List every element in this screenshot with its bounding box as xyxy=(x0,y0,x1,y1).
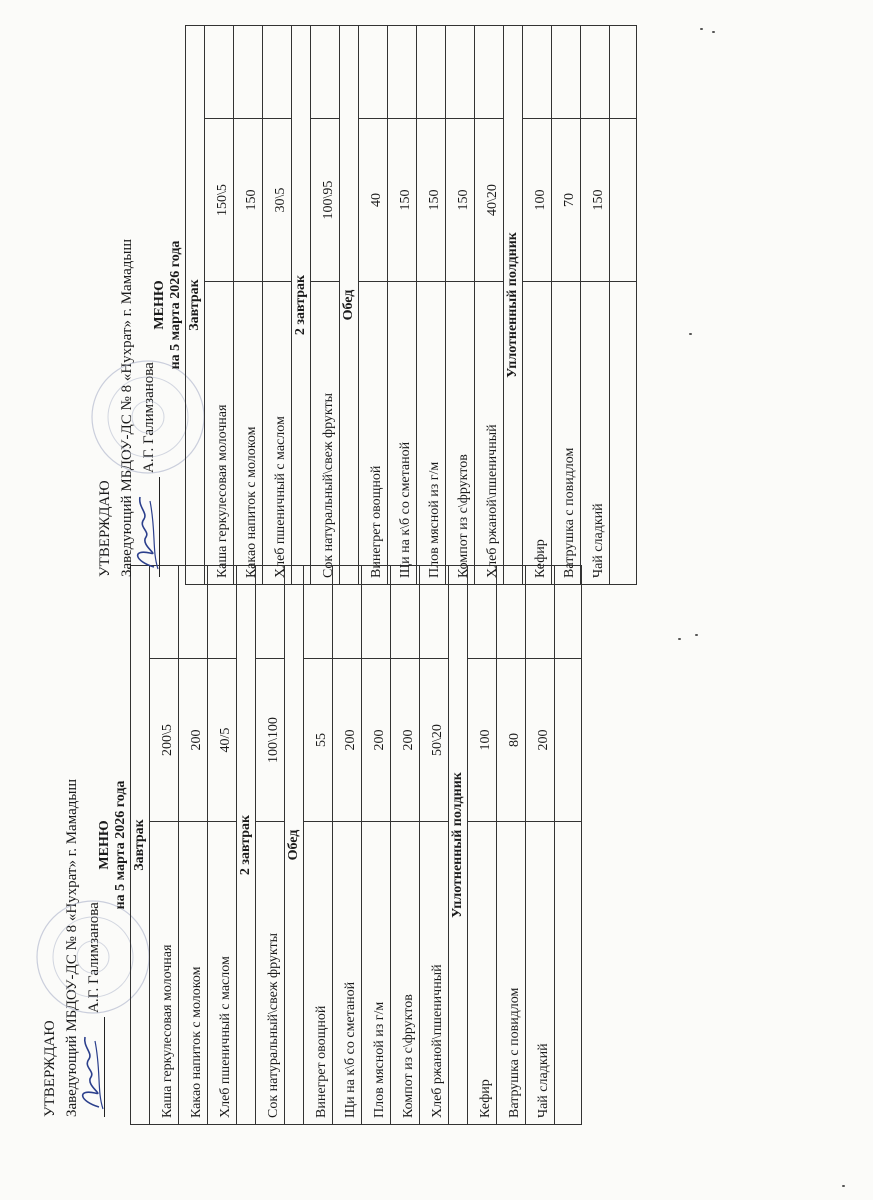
empty-cell xyxy=(581,26,610,119)
empty-cell xyxy=(555,659,582,822)
empty-cell xyxy=(234,26,263,119)
approve-label: УТВЕРЖДАЮ xyxy=(42,1020,58,1117)
empty-cell xyxy=(523,26,552,119)
dish-name: Какао напиток с молоком xyxy=(234,282,263,585)
empty-cell xyxy=(555,822,582,1125)
dish-amount: 150 xyxy=(234,119,263,282)
table-row xyxy=(263,26,292,585)
empty-cell xyxy=(359,26,388,119)
dish-amount: 200 xyxy=(526,659,555,822)
dish-name: Винегрет овощной xyxy=(359,282,388,585)
dish-name: Сок натуральный\свеж фрукты xyxy=(311,282,340,585)
scan-speck xyxy=(678,638,681,640)
section-label: 2 завтрак xyxy=(292,26,311,585)
table-row xyxy=(359,26,388,585)
table-row xyxy=(311,26,340,585)
menu-sheet-left xyxy=(35,565,551,1125)
menu-date: на 5 марта 2026 года xyxy=(168,240,183,370)
dish-name: Компот из с\фруктов xyxy=(446,282,475,585)
table-row xyxy=(526,566,555,1125)
document-title-block xyxy=(97,565,129,1125)
dish-name: Каша геркулесовая молочная xyxy=(205,282,234,585)
dish-amount: 150\5 xyxy=(205,119,234,282)
table-row xyxy=(150,566,179,1125)
dish-name: Чай сладкий xyxy=(526,822,555,1125)
dish-amount: 100\95 xyxy=(311,119,340,282)
empty-cell xyxy=(205,26,234,119)
empty-cell xyxy=(610,119,637,282)
blank-row xyxy=(555,566,582,1125)
approver-position: Заведующий МБДОУ-ДС № 8 «Нухрат» г. Мамадыш xyxy=(64,778,80,1117)
dish-name: Ватрушка с повидлом xyxy=(497,822,526,1125)
table-row xyxy=(446,26,475,585)
section-row-second-breakfast xyxy=(292,26,311,585)
dish-amount: 200 xyxy=(362,659,391,822)
section-row-second-breakfast xyxy=(237,566,256,1125)
section-label: Обед xyxy=(340,26,359,585)
empty-cell xyxy=(311,26,340,119)
blank-row xyxy=(610,26,637,585)
dish-name: Кефир xyxy=(468,822,497,1125)
section-label: Завтрак xyxy=(131,566,150,1125)
dish-amount: 40/5 xyxy=(208,659,237,822)
dish-name: Каша геркулесовая молочная xyxy=(150,822,179,1125)
dish-amount: 200 xyxy=(179,659,208,822)
dish-name: Хлеб пшеничный с маслом xyxy=(263,282,292,585)
table-row xyxy=(391,566,420,1125)
table-row xyxy=(179,566,208,1125)
table-row xyxy=(304,566,333,1125)
table-row xyxy=(581,26,610,585)
section-row-snack xyxy=(449,566,468,1125)
table-row xyxy=(333,566,362,1125)
section-row-snack xyxy=(504,26,523,585)
table-row xyxy=(523,26,552,585)
empty-cell xyxy=(263,26,292,119)
dish-name: Ватрушка с повидлом xyxy=(552,282,581,585)
dish-amount: 150 xyxy=(446,119,475,282)
section-label: Обед xyxy=(285,566,304,1125)
dish-amount: 55 xyxy=(304,659,333,822)
approver-name: А.Г. Галимзанова xyxy=(141,362,157,473)
dish-amount: 100\100 xyxy=(256,659,285,822)
empty-cell xyxy=(417,26,446,119)
section-row-lunch xyxy=(285,566,304,1125)
dish-name: Хлеб пшеничный с маслом xyxy=(208,822,237,1125)
dish-name: Какао напиток с молоком xyxy=(179,822,208,1125)
approval-block xyxy=(39,779,105,1117)
scan-speck xyxy=(712,31,715,33)
section-label: Уплотненный полдник xyxy=(504,26,523,585)
dish-amount: 40 xyxy=(359,119,388,282)
scan-speck xyxy=(689,333,692,335)
table-row xyxy=(420,566,449,1125)
approval-block xyxy=(94,239,160,577)
dish-amount: 200 xyxy=(391,659,420,822)
scan-speck xyxy=(700,28,703,30)
dish-name: Кефир xyxy=(523,282,552,585)
dish-name: Плов мясной из г/м xyxy=(417,282,446,585)
empty-cell xyxy=(475,26,504,119)
dish-name: Компот из с\фруктов xyxy=(391,822,420,1125)
dish-amount: 150 xyxy=(417,119,446,282)
menu-table xyxy=(130,565,582,1125)
dish-amount: 30\5 xyxy=(263,119,292,282)
empty-cell xyxy=(388,26,417,119)
document-title: МЕНЮ xyxy=(152,280,167,330)
dish-amount: 80 xyxy=(497,659,526,822)
dish-amount: 150 xyxy=(388,119,417,282)
dish-amount: 150 xyxy=(581,119,610,282)
document-title: МЕНЮ xyxy=(97,820,112,870)
approve-label: УТВЕРЖДАЮ xyxy=(97,480,113,577)
table-row xyxy=(256,566,285,1125)
table-row xyxy=(552,26,581,585)
table-row xyxy=(208,566,237,1125)
dish-amount: 100 xyxy=(523,119,552,282)
approver-position: Заведующий МБДОУ-ДС № 8 «Нухрат» г. Мамадыш xyxy=(119,238,135,577)
empty-cell xyxy=(552,26,581,119)
dish-name: Чай сладкий xyxy=(581,282,610,585)
dish-amount: 40\20 xyxy=(475,119,504,282)
dish-name: Щи на к\б со сметаной xyxy=(388,282,417,585)
table-row xyxy=(388,26,417,585)
dish-name: Хлеб ржаной\пшеничный xyxy=(475,282,504,585)
document-title-block xyxy=(152,25,184,585)
section-label: 2 завтрак xyxy=(237,566,256,1125)
dish-amount: 50\20 xyxy=(420,659,449,822)
table-row xyxy=(475,26,504,585)
dish-name: Сок натуральный\свеж фрукты xyxy=(256,822,285,1125)
table-row xyxy=(497,566,526,1125)
table-row xyxy=(417,26,446,585)
empty-cell xyxy=(610,282,637,585)
table-row xyxy=(468,566,497,1125)
menu-date: на 5 марта 2026 года xyxy=(113,780,128,910)
approver-name: А.Г. Галимзанова xyxy=(86,902,102,1013)
section-label: Уплотненный полдник xyxy=(449,566,468,1125)
dish-name: Щи на к\б со сметаной xyxy=(333,822,362,1125)
empty-cell xyxy=(610,26,637,119)
section-row-breakfast xyxy=(131,566,150,1125)
dish-amount: 200 xyxy=(333,659,362,822)
dish-name: Плов мясной из г/м xyxy=(362,822,391,1125)
menu-sheet-right xyxy=(90,25,606,585)
dish-name: Хлеб ржаной\пшеничный xyxy=(420,822,449,1125)
empty-cell xyxy=(446,26,475,119)
dish-amount: 200\5 xyxy=(150,659,179,822)
dish-amount: 70 xyxy=(552,119,581,282)
table-row xyxy=(362,566,391,1125)
scan-speck xyxy=(695,634,698,636)
dish-name: Винегрет овощной xyxy=(304,822,333,1125)
scan-speck xyxy=(842,1185,845,1187)
menu-table xyxy=(185,25,637,585)
section-row-breakfast xyxy=(186,26,205,585)
table-row xyxy=(205,26,234,585)
table-row xyxy=(234,26,263,585)
dish-amount: 100 xyxy=(468,659,497,822)
section-label: Завтрак xyxy=(186,26,205,585)
section-row-lunch xyxy=(340,26,359,585)
